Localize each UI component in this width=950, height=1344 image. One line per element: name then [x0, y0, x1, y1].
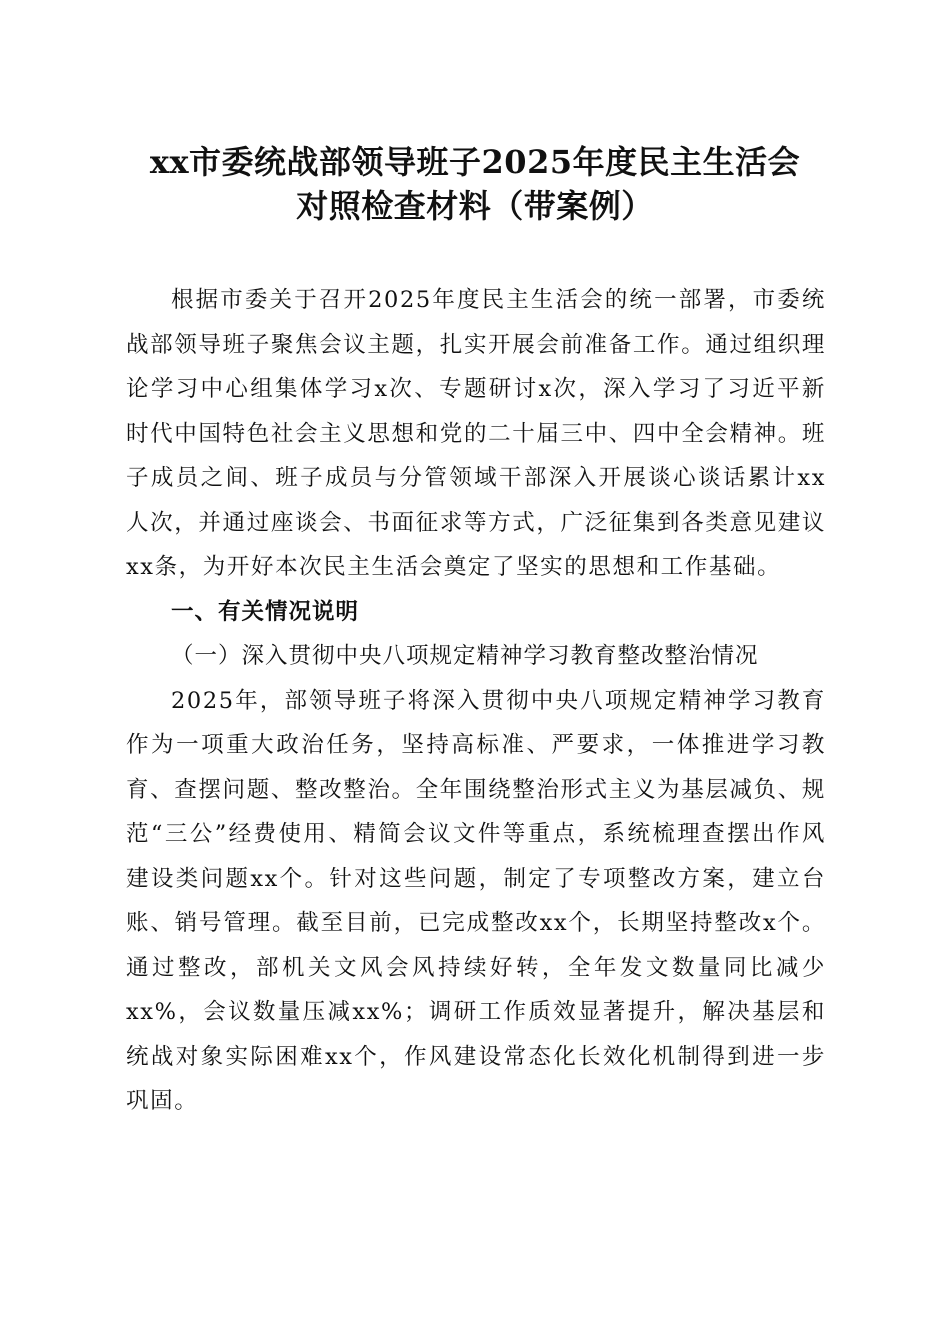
subsection-heading-1: （一）深入贯彻中央八项规定精神学习教育整改整治情况 — [171, 643, 759, 669]
subsection-paragraph-1: 2025年，部领导班子将深入贯彻中央八项规定精神学习教育作为一项重大政治任务，坚持高标准、严要求，一体推进学习教育、查摆问题、整改整治。全年围绕整治形式主义为基层减负、规范“三公”经费使用、精简会议文件等重点，系统梳理查摆出作风建设类问题xx个。针对这些问题，制定了专项整改方案，建立台账、销号管理。截至目前，已完成整改xx个，长期坚持整改x个。通过整改，部机关文风会风持续好转，全年发文数量同比减少xx%，会议数量压减xx%；调研工作质效显著提升，解决基层和统战对象实际困难xx个，作风建设常态化长效化机制得到进一步巩固。 — [126, 687, 826, 1114]
intro-paragraph: 根据市委关于召开2025年度民主生活会的统一部署，市委统战部领导班子聚焦会议主题，扎实开展会前准备工作。通过组织理论学习中心组集体学习x次、专题研讨x次，深入学习了习近平新时代中国特色社会主义思想和党的二十届三中、四中全会精神。班子成员之间、班子成员与分管领域干部深入开展谈心谈话累计xx人次，并通过座谈会、书面征求等方式，广泛征集到各类意见建议xx条，为开好本次民主生活会奠定了坚实的思想和工作基础。 — [126, 287, 826, 580]
title-line-2: 对照检查材料（带案例） — [296, 187, 654, 225]
document-body — [126, 278, 826, 1124]
section-heading-1: 一、有关情况说明 — [171, 598, 360, 625]
document-title — [0, 140, 950, 228]
title-line-1: xx市委统战部领导班子2025年度民主生活会 — [149, 143, 801, 181]
